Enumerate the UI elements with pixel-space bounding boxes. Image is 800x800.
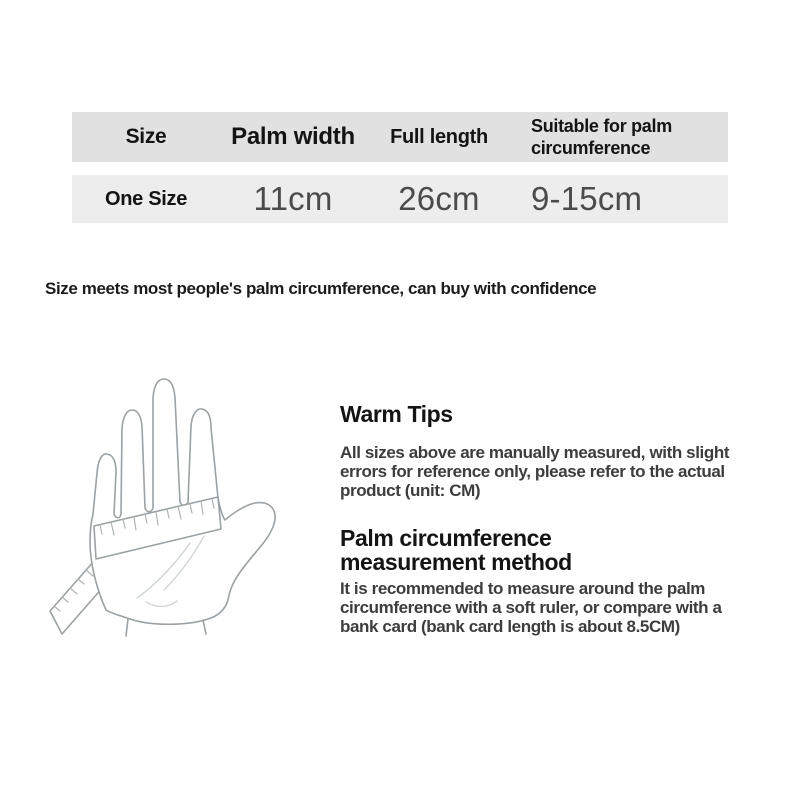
measurement-method-paragraph <box>340 579 722 636</box>
warm-tips-title: Warm Tips <box>340 401 453 427</box>
cell-one-size: One Size <box>104 187 188 210</box>
measurement-title-line: measurement method <box>340 549 572 575</box>
header-cell-size: Size <box>125 125 167 148</box>
hand-measuring-tape-illustration <box>40 368 330 658</box>
size-table-data-row <box>72 175 728 223</box>
cell-circumference-value: 9-15cm <box>531 180 643 217</box>
measurement-title-line: Palm circumference <box>340 525 552 551</box>
size-table-header-row <box>72 112 728 162</box>
measurement-line: It is recommended to measure around the palm <box>340 579 705 598</box>
measurement-line: bank card (bank card length is about 8.5CM) <box>340 617 680 636</box>
cell-full-length-value: 26cm <box>398 180 480 217</box>
header-cell-palm-width: Palm width <box>231 123 355 150</box>
hand-illustration-svg <box>40 368 330 658</box>
size-table <box>72 112 728 223</box>
warm-tips-line: errors for reference only, please refer to the actual <box>340 462 725 481</box>
confidence-note: Size meets most people's palm circumference, can buy with confidence <box>45 279 597 298</box>
header-cell-palm-circumference: Suitable for palm circumference <box>531 116 672 158</box>
measurement-method-title <box>340 526 572 574</box>
warm-tips-paragraph <box>340 443 729 500</box>
warm-tips-line: product (unit: CM) <box>340 481 481 500</box>
measurement-line: circumference with a soft ruler, or compare with a <box>340 598 722 617</box>
warm-tips-line: All sizes above are manually measured, with slight <box>340 443 730 462</box>
header-cell-full-length: Full length <box>390 125 488 148</box>
hand-outline <box>90 379 275 624</box>
cell-palm-width-value: 11cm <box>253 180 333 217</box>
